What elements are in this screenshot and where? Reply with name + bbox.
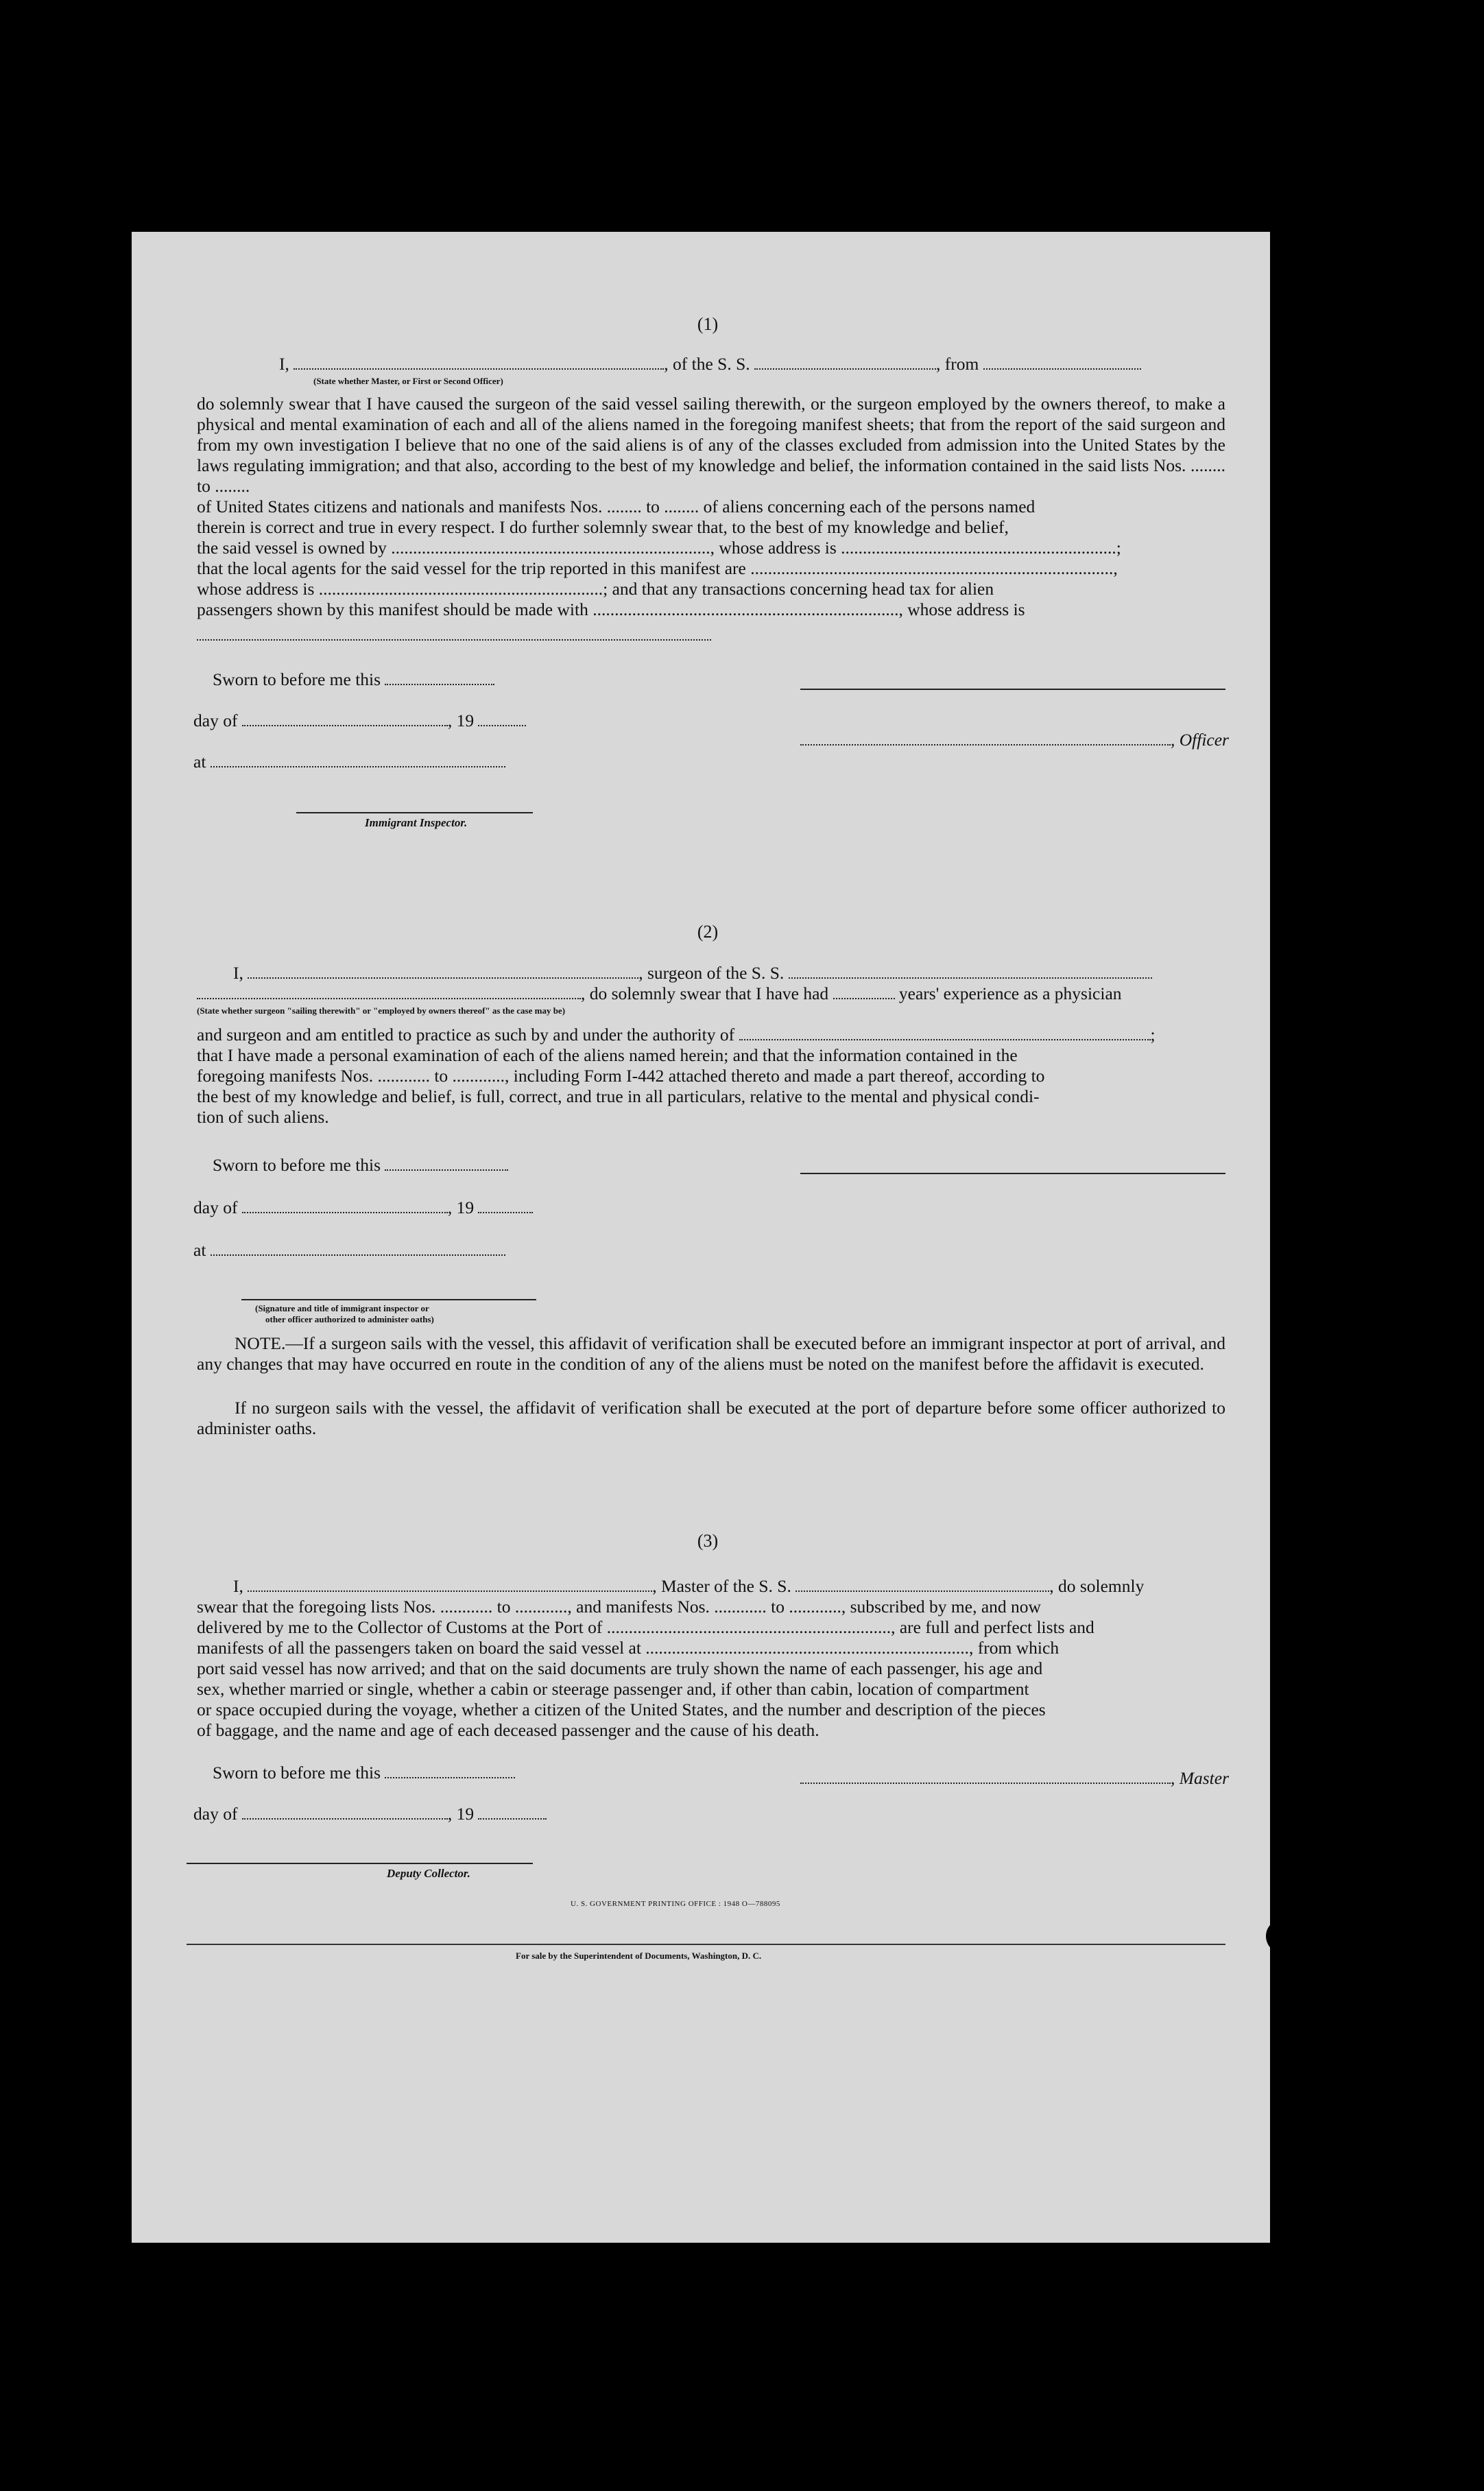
section-1-line-a: of United States citizens and nationals and manifests Nos. ........ to ........ of aliens concerning each of the persons named: [197, 497, 1036, 516]
section-1-line-c: the said vessel is owned by ........................................................................., whose address is ...............................................................;: [197, 538, 1121, 558]
day-of-text-2: day of: [193, 1197, 238, 1217]
at-blank-1: [211, 754, 505, 767]
section-2-line-7: tion of such aliens.: [197, 1107, 329, 1127]
label-solemnly: , do solemnly swear that I have had: [581, 984, 829, 1003]
section-1-number: (1): [697, 314, 719, 334]
sworn-day-blank-2: [385, 1157, 508, 1171]
section-1-line-d: that the local agents for the said vessel for the trip reported in this manifest are ...................................................................................,: [197, 558, 1118, 578]
section-1-paragraph: do solemnly swear that I have caused the surgeon of the said vessel sailing therewith, or the surgeon employed by the owners thereof, to make a physical and mental examination of each and all of the aliens named in the foregoing manifest sheets; that from the report of the said surgeon and from my own investigation I believe that no one of the said aliens is of any of the classes excluded from admission into the United States by the laws regulating immigration; and that also, according to the best of my knowledge and belief, the information contained in the said lists Nos. ........ to ........: [197, 394, 1225, 496]
sworn-day-blank-3: [385, 1765, 515, 1778]
master-label: , Master: [1171, 1768, 1229, 1788]
day-of-blank-3: [242, 1806, 448, 1820]
day-of-blank-1: [242, 713, 448, 726]
label-i-3: I,: [233, 1576, 243, 1596]
officer-line: [800, 730, 1229, 750]
section-1-line-e: whose address is .................................................................; and that any transactions concerning head tax for alien: [197, 579, 994, 599]
section-3-line-5: port said vessel has now arrived; and that on the said documents are truly shown the name of each passenger, his age and: [197, 1658, 1043, 1678]
authority-blank: [739, 1027, 1151, 1040]
years-blank: [833, 986, 895, 999]
master-sig-blank: [800, 1770, 1171, 1784]
inspector-caption: Immigrant Inspector.: [365, 816, 468, 829]
surgeon-signature-line: [800, 1173, 1225, 1174]
section-1-line-b: therein is correct and true in every respect. I do further solemnly swear that, to the best of my knowledge and belief,: [197, 517, 1009, 537]
at-line-2: [193, 1240, 505, 1261]
section-3-line-8: of baggage, and the name and age of each deceased passenger and the cause of his death.: [197, 1720, 819, 1740]
section-3-line-6: sex, whether married or single, whether a cabin or steerage passenger and, if other than cabin, location of compartment: [197, 1679, 1029, 1699]
authority-text: and surgeon and am entitled to practice as such by and under the authority of: [197, 1025, 735, 1045]
footer-rule: [187, 1944, 1225, 1945]
label-do-solemnly: , do solemnly: [1049, 1576, 1145, 1596]
day-of-line-3: [193, 1804, 547, 1824]
sig-caption-2: other officer authorized to administer oaths): [265, 1314, 434, 1324]
officer-label: , Officer: [1171, 730, 1229, 750]
sig-caption-1: (Signature and title of immigrant inspector or: [255, 1303, 429, 1313]
officer-name-blank: [294, 356, 664, 370]
from-port-blank: [983, 356, 1141, 370]
year-blank-1: [478, 713, 526, 726]
section-3-line-3: delivered by me to the Collector of Customs at the Port of ................................................................., are full and perfect lists and: [197, 1617, 1094, 1637]
label-of-ss: , of the S. S.: [664, 354, 750, 374]
at-line-1: [193, 752, 505, 772]
sworn-day-blank-1: [385, 671, 494, 685]
day-of-blank-2: [242, 1200, 448, 1213]
sale-notice: For sale by the Superintendent of Documents, Washington, D. C.: [516, 1951, 762, 1961]
label-surgeon-of: , surgeon of the S. S.: [638, 963, 785, 983]
inspector-line-2: [241, 1299, 536, 1300]
punch-hole: [1277, 1495, 1311, 1529]
label-years-experience: years' experience as a physician: [898, 984, 1122, 1003]
vessel-blank-3: [795, 1578, 1049, 1592]
label-i: I,: [279, 354, 289, 374]
sworn-text-2: Sworn to before me this: [213, 1155, 381, 1175]
year-text-1: , 19: [447, 711, 475, 730]
vessel-blank-2: [789, 965, 1152, 979]
section-3-number: (3): [697, 1531, 719, 1551]
section-3-line-7: or space occupied during the voyage, whether a citizen of the United States, and the number and description of the pieces: [197, 1700, 1046, 1719]
inspector-line: [296, 812, 533, 813]
year-blank-3: [478, 1806, 547, 1820]
day-of-line-2: [193, 1197, 533, 1218]
master-name-blank: [248, 1578, 652, 1592]
surgeon-type-blank: [197, 986, 581, 999]
officer-caption: (State whether Master, or First or Second Officer): [313, 376, 503, 386]
section-1-line-1: [279, 354, 1141, 374]
surgeon-name-blank: [248, 965, 638, 979]
punch-hole: [1293, 425, 1324, 455]
punch-hole: [1282, 1170, 1317, 1204]
punch-hole: [1274, 283, 1308, 317]
punch-hole: [1288, 1922, 1315, 1949]
section-2-number: (2): [697, 922, 719, 942]
sworn-label-2: [213, 1155, 508, 1176]
vessel-name-blank: [754, 356, 936, 370]
label-from: , from: [936, 354, 979, 374]
year-text-3: , 19: [447, 1804, 475, 1824]
label-master-of: , Master of the S. S.: [652, 1576, 791, 1596]
deputy-caption: Deputy Collector.: [387, 1867, 470, 1880]
punch-hole: [1277, 1616, 1311, 1650]
label-i-2: I,: [233, 963, 243, 983]
section-3-line-4: manifests of all the passengers taken on board the said vessel at .........................................................................., from which: [197, 1638, 1060, 1658]
section-2-line-3: and surgeon and am entitled to practice as such by and under the authority of ;: [197, 1025, 1156, 1045]
section-1-line-f: passengers shown by this manifest should be made with ......................................................................, whose address is: [197, 599, 1025, 619]
form-page: [132, 232, 1270, 2243]
address-blank: [197, 639, 711, 641]
section-2-line-4: that I have made a personal examination of each of the aliens named herein; and that the information contained in the: [197, 1045, 1018, 1065]
officer-sig-blank: [800, 732, 1171, 746]
signature-line-1: [800, 689, 1225, 690]
day-of-text-1: day of: [193, 711, 238, 730]
at-text-1: at: [193, 752, 206, 772]
section-3-line-1: [233, 1576, 1144, 1597]
note-paragraph-2: If no surgeon sails with the vessel, the affidavit of verification shall be executed at the port of departure before some officer authorized to administer oaths.: [197, 1398, 1225, 1438]
at-blank-2: [211, 1242, 505, 1256]
section-2-line-5: foregoing manifests Nos. ............ to ............, including Form I-442 attached thereto and made a part thereof, according to: [197, 1066, 1045, 1086]
year-text-2: , 19: [447, 1197, 475, 1217]
section-2-line-1: [233, 963, 1152, 984]
sworn-label-1: [213, 669, 494, 690]
punch-hole: [1270, 732, 1304, 767]
sworn-text-3: Sworn to before me this: [213, 1763, 381, 1783]
section-2-line-6: the best of my knowledge and belief, is full, correct, and true in all particulars, relative to the mental and physical condi-: [197, 1086, 1040, 1106]
note-paragraph-1: NOTE.—If a surgeon sails with the vessel, this affidavit of verification shall be executed before an immigrant inspector at port of arrival, and any changes that may have occurred en route in the condition of any of the aliens must be noted on the manifest before the affidavit is executed.: [197, 1333, 1225, 1374]
surgeon-caption: (State whether surgeon "sailing therewith" or "employed by owners thereof" as the case may be): [197, 1005, 566, 1016]
section-3-line-2: swear that the foregoing lists Nos. ............ to ............, and manifests Nos. ............ to ............, subscribed by me, and now: [197, 1597, 1041, 1617]
day-of-text-3: day of: [193, 1804, 238, 1824]
deputy-line: [187, 1863, 533, 1864]
section-2-line-2: [197, 984, 1122, 1004]
year-blank-2: [478, 1200, 533, 1213]
at-text-2: at: [193, 1240, 206, 1260]
printer-imprint: U. S. GOVERNMENT PRINTING OFFICE : 1948 O—788095: [571, 1900, 780, 1908]
punch-hole: [1270, 855, 1304, 889]
sworn-label-3: [213, 1763, 515, 1783]
master-line: [800, 1768, 1229, 1789]
day-of-line-1: [193, 711, 526, 731]
sworn-text-1: Sworn to before me this: [213, 669, 381, 689]
